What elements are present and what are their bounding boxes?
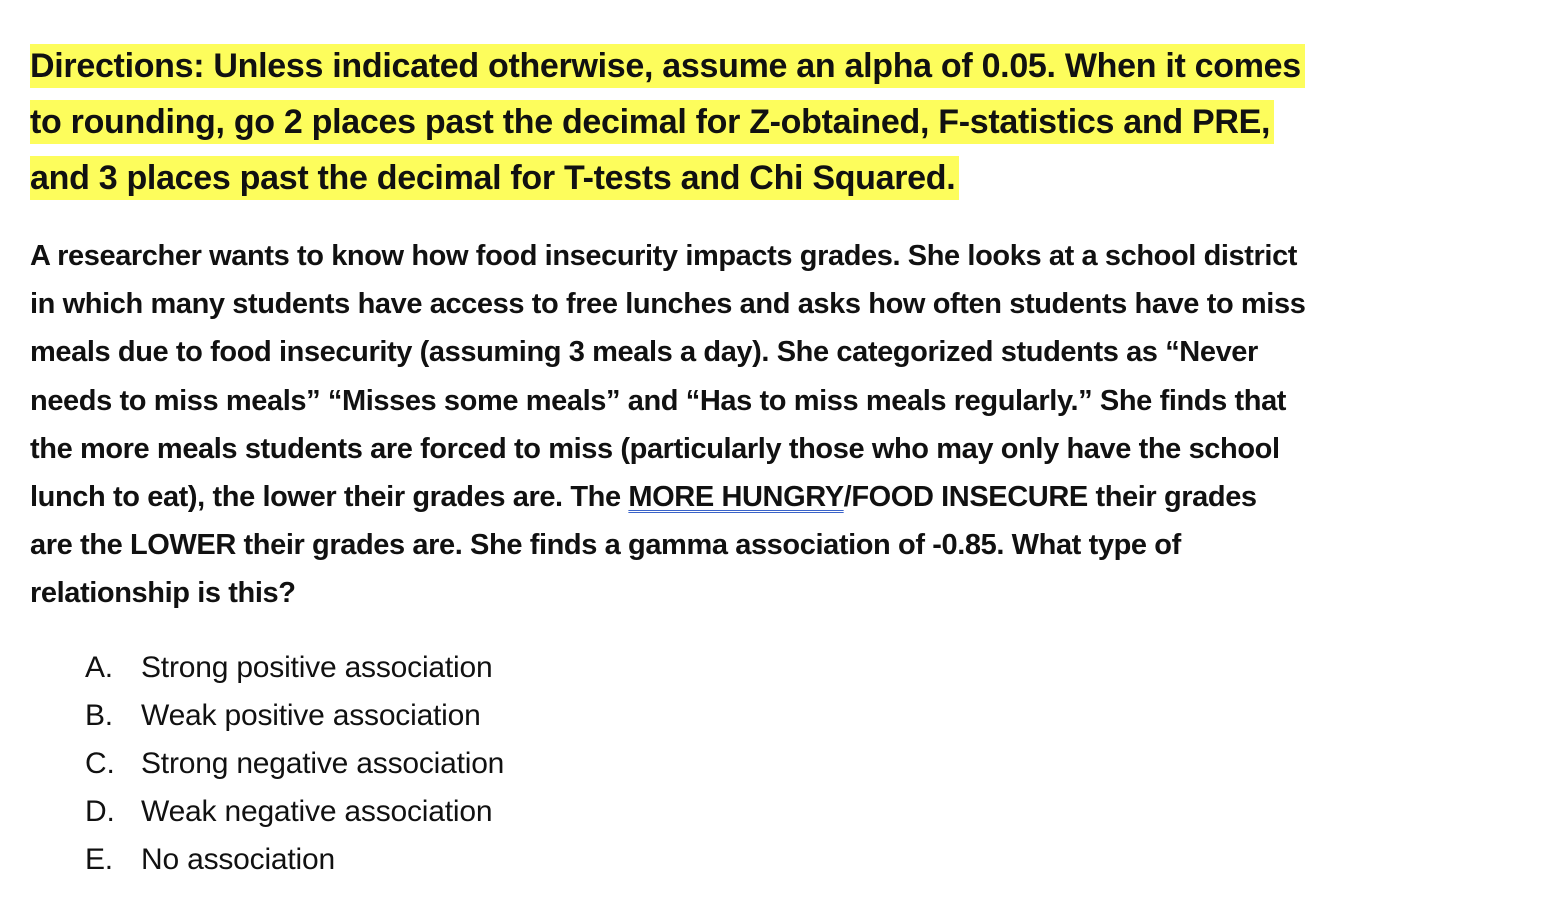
directions-line bbox=[30, 38, 1510, 94]
directions-highlight: Directions: Unless indicated otherwise, assume an alpha of 0.05. When it comes bbox=[30, 44, 1305, 88]
directions-highlight: and 3 places past the decimal for T-tests and Chi Squared. bbox=[30, 156, 959, 200]
option-letter: D. bbox=[85, 794, 115, 828]
question-line: A researcher wants to know how food insecurity impacts grades. She looks at a school district bbox=[30, 240, 1298, 272]
question-line: in which many students have access to free lunches and asks how often students have to miss bbox=[30, 288, 1306, 321]
question-line: the more meals students are forced to miss (particularly those who may only have the school bbox=[30, 432, 1280, 465]
answer-option bbox=[85, 692, 1510, 740]
option-letter: A. bbox=[85, 650, 113, 684]
option-text: Weak negative association bbox=[141, 794, 493, 828]
document-page bbox=[30, 38, 1510, 884]
flagged-phrase[interactable]: MORE HUNGRY bbox=[628, 481, 844, 514]
question-line: needs to miss meals” “Misses some meals” and “Has to miss meals regularly.” She finds that bbox=[30, 384, 1287, 417]
answer-options-list bbox=[30, 644, 1510, 884]
option-text: Weak positive association bbox=[141, 698, 481, 732]
answer-option bbox=[85, 788, 1510, 836]
directions-highlight: to rounding, go 2 places past the decimal for Z-obtained, F-statistics and PRE, bbox=[30, 100, 1274, 144]
option-letter: E. bbox=[85, 842, 113, 876]
question-text: lunch to eat), the lower their grades are. The bbox=[30, 481, 629, 514]
option-letter: B. bbox=[85, 698, 113, 732]
option-text: No association bbox=[141, 842, 335, 876]
question-line: meals due to food insecurity (assuming 3 meals a day). She categorized students as “Never bbox=[30, 336, 1258, 369]
directions-line bbox=[30, 150, 1510, 206]
question-paragraph bbox=[30, 232, 1510, 618]
question-text: /FOOD INSECURE their grades bbox=[843, 481, 1257, 514]
answer-option bbox=[85, 644, 1510, 692]
option-text: Strong positive association bbox=[141, 650, 493, 684]
directions-line bbox=[30, 94, 1510, 150]
question-line bbox=[30, 473, 1510, 521]
option-letter: C. bbox=[85, 746, 115, 780]
answer-option bbox=[85, 740, 1510, 788]
question-line: relationship is this? bbox=[30, 577, 296, 610]
option-text: Strong negative association bbox=[141, 746, 505, 780]
answer-option bbox=[85, 836, 1510, 884]
directions-paragraph bbox=[30, 38, 1510, 206]
question-line: are the LOWER their grades are. She finds a gamma association of -0.85. What type of bbox=[30, 529, 1181, 562]
